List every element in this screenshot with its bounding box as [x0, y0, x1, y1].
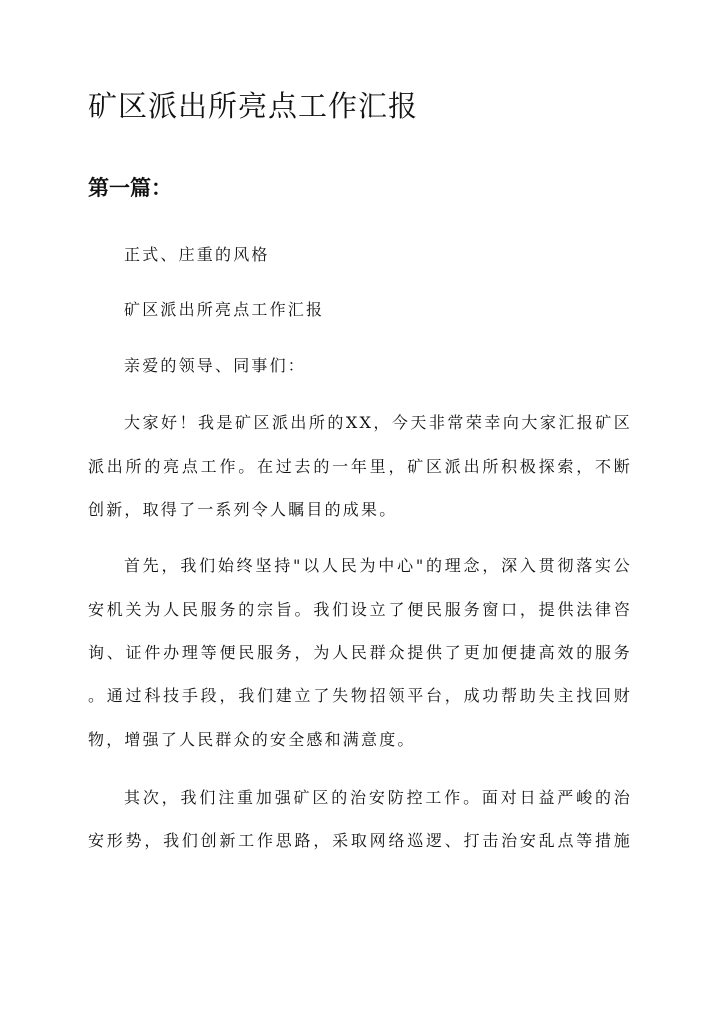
section-heading: 第一篇：	[88, 175, 172, 200]
paragraph-line: 正式、庄重的风格	[124, 245, 270, 264]
paragraph-line: 安形势，我们创新工作思路，采取网络巡逻、打击治安乱点等措施	[88, 831, 632, 850]
paragraph-line: 派出所的亮点工作。在过去的一年里，矿区派出所积极探索，不断	[88, 457, 632, 476]
paragraph-line: 大家好！我是矿区派出所的XX，今天非常荣幸向大家汇报矿区	[124, 413, 632, 432]
paragraph-line: 安机关为人民服务的宗旨。我们设立了便民服务窗口，提供法律咨	[88, 600, 632, 619]
paragraph-line: 首先，我们始终坚持"以人民为中心"的理念，深入贯彻落实公	[124, 556, 632, 575]
paragraph-line: 。通过科技手段，我们建立了失物招领平台，成功帮助失主找回财	[88, 686, 632, 705]
paragraph-line: 物，增强了人民群众的安全感和满意度。	[88, 730, 416, 749]
paragraph-line: 矿区派出所亮点工作汇报	[124, 300, 325, 319]
paragraph-line: 亲爱的领导、同事们：	[124, 356, 307, 375]
paragraph-line: 询、证件办理等便民服务，为人民群众提供了更加便捷高效的服务	[88, 643, 632, 662]
document-title: 矿区派出所亮点工作汇报	[88, 89, 419, 123]
paragraph-line: 其次，我们注重加强矿区的治安防控工作。面对日益严峻的治	[124, 788, 632, 807]
paragraph-line: 创新，取得了一系列令人瞩目的成果。	[88, 500, 398, 519]
